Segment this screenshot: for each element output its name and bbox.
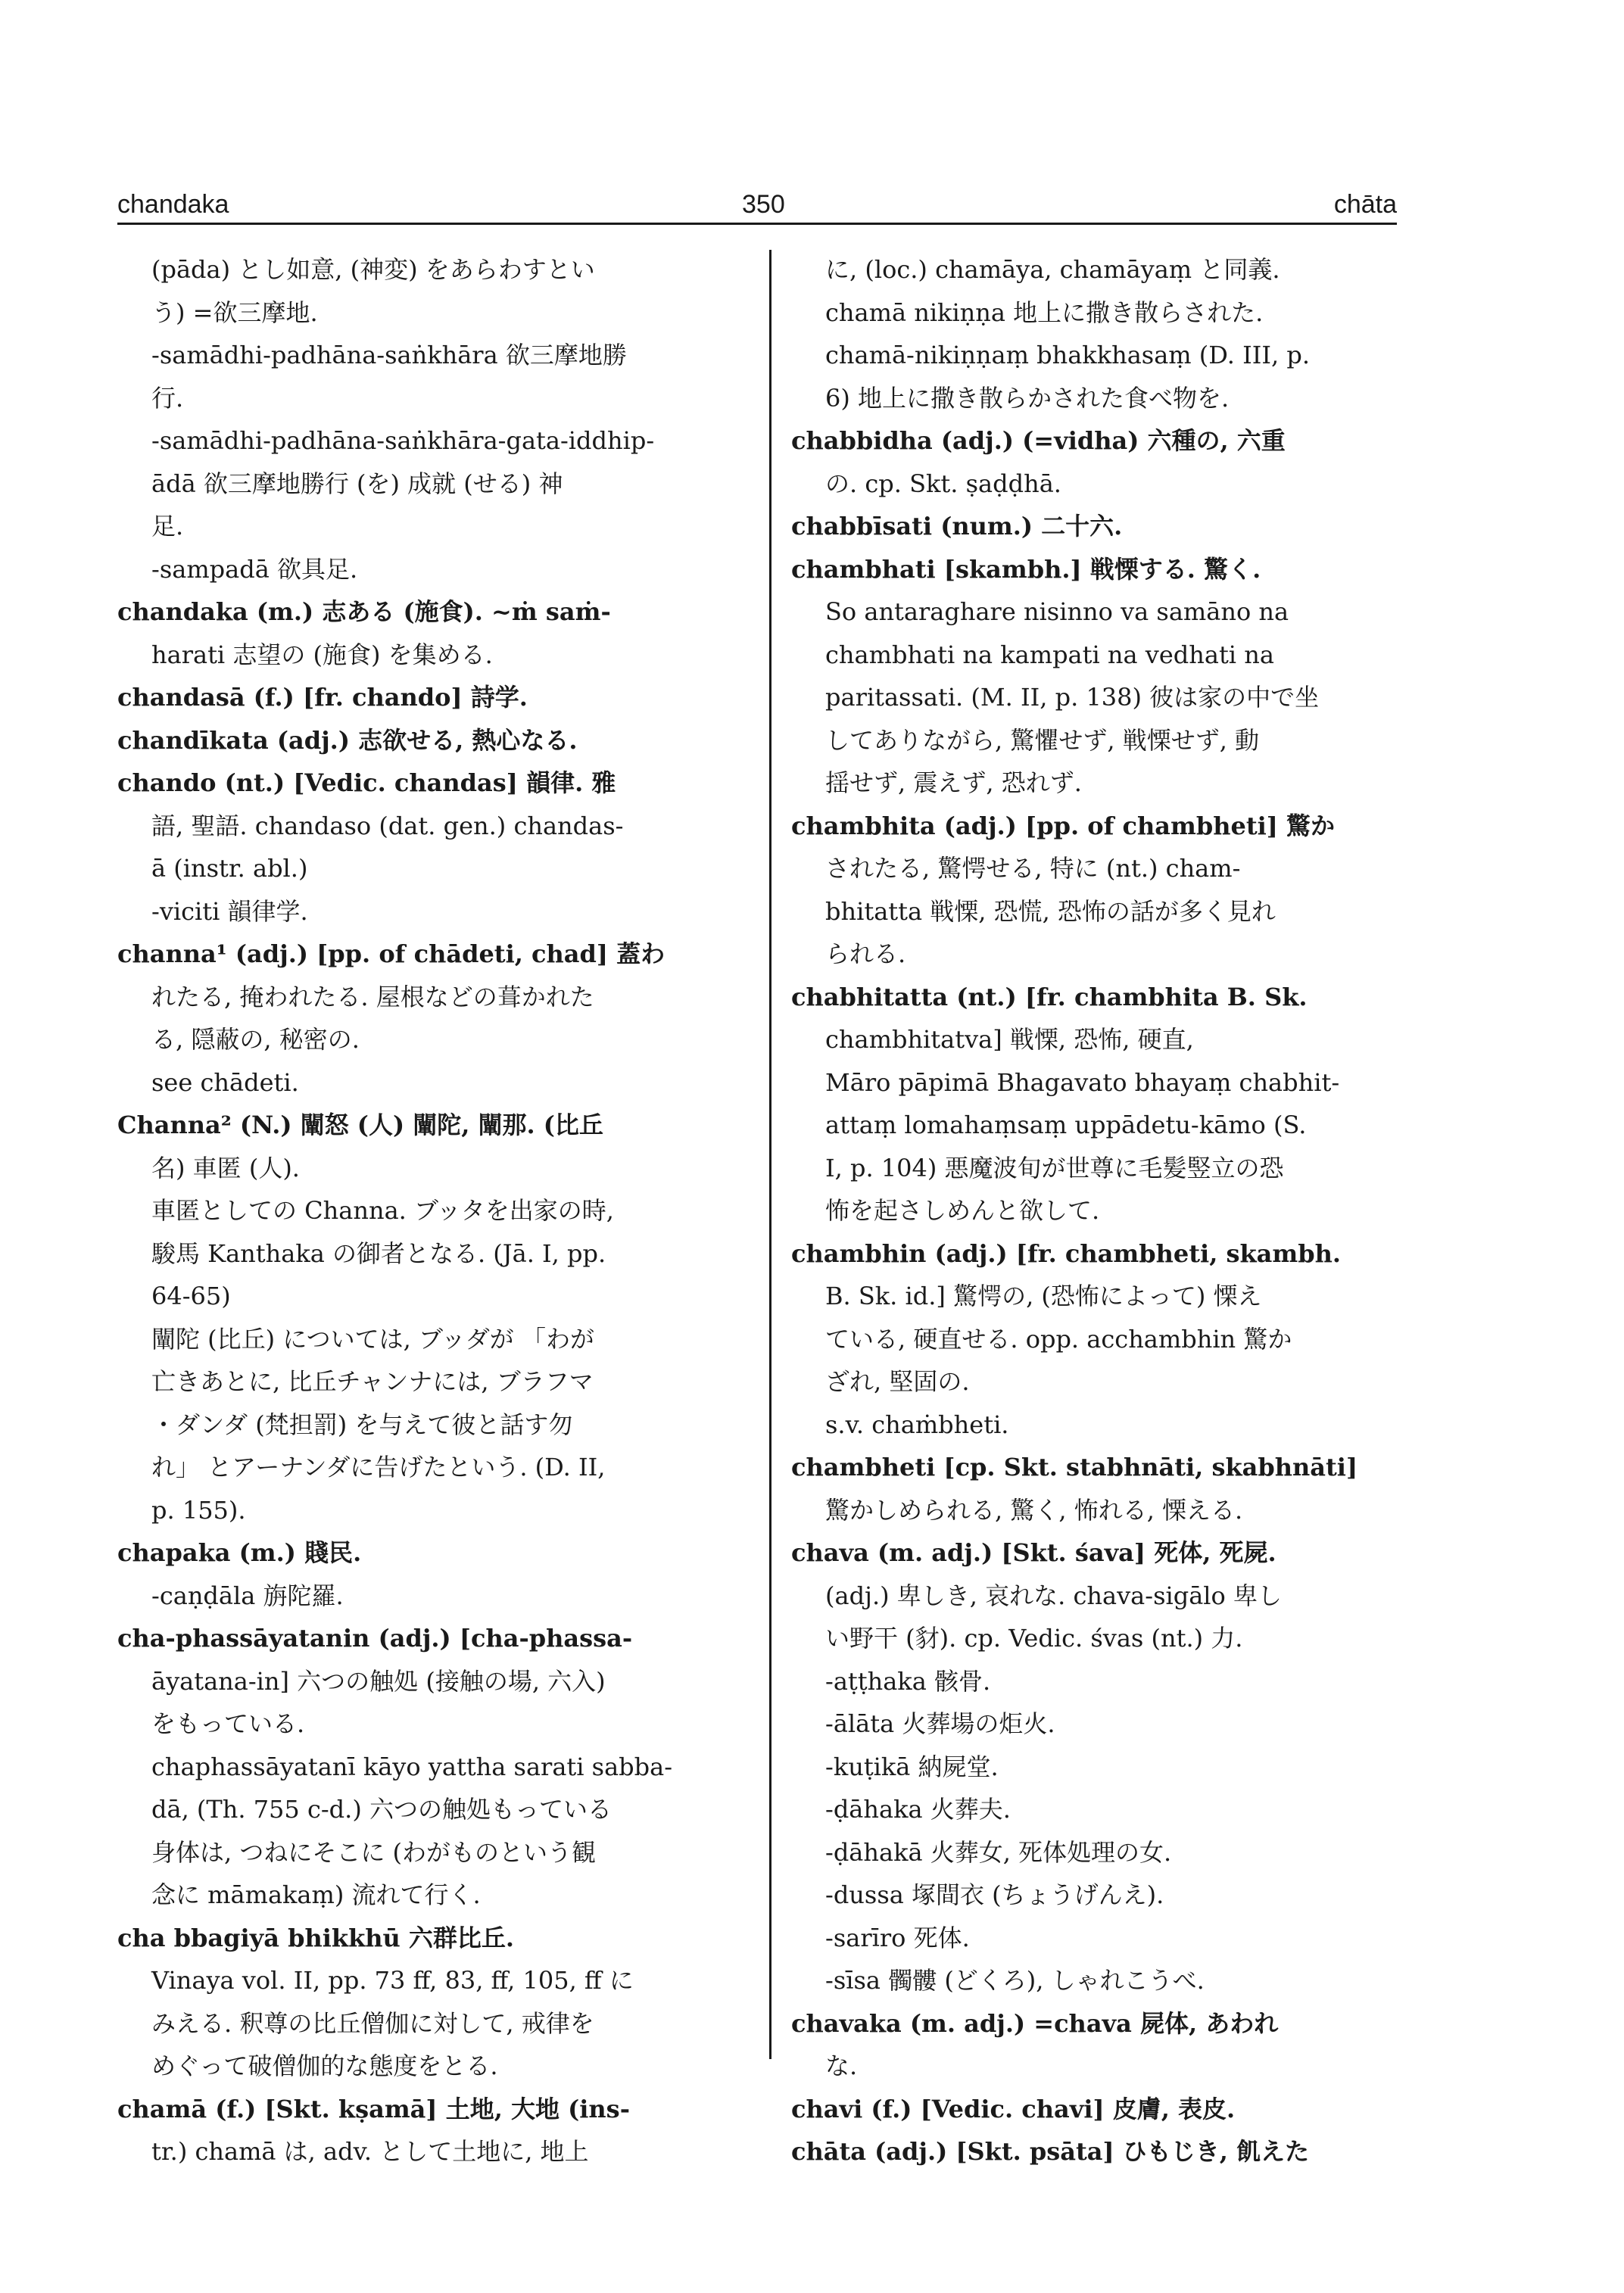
entry-line: 駿馬 Kanthaka の御者となる. (Jā. I, pp.	[151, 1238, 606, 1268]
entry-line: してありながら, 驚懼せず, 戦慄せず, 動	[825, 725, 1260, 755]
entry-line: I, p. 104) 悪魔波旬が世尊に毛髪竪立の恐	[825, 1153, 1284, 1182]
entry-line: な.	[825, 2052, 858, 2080]
entry-line: ā (instr. abl.)	[151, 854, 308, 883]
entry-line: chambhitatva] 戦慄, 恐怖, 硬直,	[825, 1025, 1194, 1054]
entry-line: p. 155).	[151, 1495, 246, 1525]
entry-line: に, (loc.) chamāya, chamāyaṃ と同義.	[825, 255, 1280, 284]
right-column	[791, 248, 1397, 2173]
entry-line: -aṭṭhaka 骸骨.	[825, 1666, 991, 1696]
entry-line: B. Sk. id.] 驚愕の, (恐怖によって) 慄え	[825, 1282, 1262, 1310]
entry-line: -sīsa 髑髏 (どくろ), しゃれこうべ.	[825, 1966, 1205, 1995]
entry-line: attaṃ lomahaṃsaṃ uppādetu-kāmo (S.	[825, 1111, 1307, 1139]
headword-line: chamā (f.) [Skt. kṣamā] 土地, 大地 (ins-	[117, 2094, 630, 2123]
entry-line: 闡陀 (比丘) については, ブッダが 「わが	[151, 1324, 594, 1354]
entry-line: s.v. chaṁbheti.	[825, 1410, 1009, 1439]
entry-line: めぐって破僧伽的な態度をとる.	[151, 2052, 498, 2080]
entry-line: -caṇḍāla 旃陀羅.	[151, 1581, 344, 1610]
entry-line: -ḍāhaka 火葬夫.	[825, 1795, 1011, 1824]
entry-line: 車匿としての Channa. ブッタを出家の時,	[151, 1196, 614, 1225]
entry-line: chamā nikiṇṇa 地上に撒き散らされた.	[825, 298, 1264, 327]
entry-line: -sampadā 欲具足.	[151, 554, 358, 584]
headword-line: cha bbagiyā bhikkhū 六群比丘.	[117, 1923, 515, 1952]
entry-line: う) =欲三摩地.	[151, 298, 318, 327]
entry-line: 行.	[151, 383, 184, 413]
headword-line: chambhati [skambh.] 戦慄する. 驚く.	[791, 554, 1261, 584]
entry-line: 揺せず, 震えず, 恐れず.	[825, 768, 1082, 797]
entry-line: 足.	[151, 512, 184, 541]
headword-line: chando (nt.) [Vedic. chandas] 韻律. 雅	[117, 768, 616, 797]
entry-line: bhitatta 戦慄, 恐慌, 恐怖の話が多く見れ	[825, 896, 1276, 926]
entry-line: をもっている.	[151, 1709, 305, 1738]
entry-line: れたる, 掩われたる. 屋根などの葺かれた	[151, 982, 594, 1011]
entry-line: 念に māmakaṃ) 流れて行く.	[151, 1880, 481, 1909]
headword-line: chabhitatta (nt.) [fr. chambhita B. Sk.	[791, 982, 1308, 1011]
headword-line: cha-phassāyatanin (adj.) [cha-phassa-	[117, 1624, 633, 1653]
entry-line: ている, 硬直せる. opp. acchambhin 驚か	[825, 1324, 1292, 1354]
entry-line: -ḍāhakā 火葬女, 死体処理の女.	[825, 1837, 1172, 1867]
entry-line: -viciti 韻律学.	[151, 896, 308, 926]
entry-line: chambhati na kampati na vedhati na	[825, 640, 1274, 669]
entry-line: 語, 聖語. chandaso (dat. gen.) chandas-	[151, 811, 624, 840]
entry-line: ādā 欲三摩地勝行 (を) 成就 (せる) 神	[151, 469, 563, 498]
entry-line: see chādeti.	[151, 1067, 299, 1097]
entry-line: 身体は, つねにそこに (わがものという観	[151, 1837, 597, 1867]
entry-line: ・ダンダ (梵担罰) を与えて彼と話す勿	[151, 1410, 573, 1439]
entry-line: dā, (Th. 755 c-d.) 六つの触処もっている	[151, 1795, 612, 1824]
entry-line: -samādhi-padhāna-saṅkhāra 欲三摩地勝	[151, 341, 627, 369]
column-divider	[769, 250, 771, 2059]
entry-line: harati 志望の (施食) を集める.	[151, 640, 493, 669]
headword-line: chandaka (m.) 志ある (施食). ~ṁ saṁ-	[117, 597, 611, 626]
entry-line: みえる. 釈尊の比丘僧伽に対して, 戒律を	[151, 2008, 594, 2038]
headword-line: chava (m. adj.) [Skt. śava] 死体, 死屍.	[791, 1538, 1276, 1567]
headword-line: chavaka (m. adj.) =chava 屍体, あわれ	[791, 2008, 1279, 2038]
entry-line: -sarīro 死体.	[825, 1923, 970, 1952]
entry-line: る, 隠蔽の, 秘密の.	[151, 1025, 360, 1054]
header-rule	[117, 223, 1397, 225]
entry-line: tr.) chamā は, adv. として土地に, 地上	[151, 2137, 589, 2166]
headword-line: Channa² (N.) 闡怒 (人) 闡陀, 闡那. (比丘	[117, 1111, 603, 1139]
entry-line: れ」 とアーナンダに告げたという. (D. II,	[151, 1453, 606, 1481]
entry-line: paritassati. (M. II, p. 138) 彼は家の中で坐	[825, 683, 1320, 712]
entry-line: 64-65)	[151, 1282, 231, 1310]
entry-line: 怖を起さしめんと欲して.	[825, 1196, 1100, 1225]
entry-line: られる.	[825, 939, 906, 968]
headword-line: chabbīsati (num.) 二十六.	[791, 512, 1123, 541]
headword-line: chāta (adj.) [Skt. psāta] ひもじき, 飢えた	[791, 2137, 1310, 2166]
headword-line: chambheti [cp. Skt. stabhnāti, skabhnāti]	[791, 1453, 1358, 1481]
headword-line: chandīkata (adj.) 志欲せる, 熱心なる.	[117, 725, 578, 755]
entry-line: (pāda) とし如意, (神変) をあらわすとい	[151, 255, 595, 284]
entry-line: -kuṭikā 納屍堂.	[825, 1752, 999, 1781]
entry-line: ざれ, 堅固の.	[825, 1367, 970, 1396]
entry-line: 亡きあとに, 比丘チャンナには, ブラフマ	[151, 1367, 594, 1396]
entry-line: い野干 (豺). cp. Vedic. śvas (nt.) 力.	[825, 1624, 1243, 1653]
entry-line: 6) 地上に撒き散らかされた食べ物を.	[825, 383, 1230, 413]
entry-line: 驚かしめられる, 驚く, 怖れる, 慄える.	[825, 1495, 1243, 1525]
entry-line: 名) 車匿 (人).	[151, 1153, 300, 1182]
entry-line: Māro pāpimā Bhagavato bhayaṃ chabhit-	[825, 1067, 1340, 1097]
entry-line: Vinaya vol. II, pp. 73 ff, 83, ff, 105, ff に	[151, 1966, 634, 1995]
headword-line: chavi (f.) [Vedic. chavi] 皮膚, 表皮.	[791, 2094, 1236, 2123]
left-column	[117, 248, 750, 2173]
entry-line: āyatana-in] 六つの触処 (接触の場, 六入)	[151, 1666, 606, 1696]
entry-line: So antaraghare nisinno va samāno na	[825, 597, 1289, 626]
entry-line: -dussa 塚間衣 (ちょうげんえ).	[825, 1880, 1164, 1909]
headword-line: chapaka (m.) 賤民.	[117, 1538, 362, 1567]
entry-line: chaphassāyatanī kāyo yattha sarati sabba-	[151, 1752, 673, 1781]
page-number: 350	[742, 190, 785, 219]
entry-line: -samādhi-padhāna-saṅkhāra-gata-iddhip-	[151, 426, 655, 455]
headword-line: chandasā (f.) [fr. chando] 詩学.	[117, 683, 528, 712]
headword-line: chabbidha (adj.) (=vidha) 六種の, 六重	[791, 426, 1286, 455]
headword-line: chambhin (adj.) [fr. chambheti, skambh.	[791, 1238, 1342, 1268]
entry-line: chamā-nikiṇṇaṃ bhakkhasaṃ (D. III, p.	[825, 341, 1311, 369]
entry-line: されたる, 驚愕せる, 特に (nt.) cham-	[825, 854, 1241, 883]
headword-line: channa¹ (adj.) [pp. of chādeti, chad] 蓋わ	[117, 939, 665, 968]
entry-line: (adj.) 卑しき, 哀れな. chava-sigālo 卑し	[825, 1581, 1282, 1610]
running-head-right: chāta	[1333, 190, 1397, 219]
headword-line: chambhita (adj.) [pp. of chambheti] 驚か	[791, 811, 1336, 840]
running-head-left: chandaka	[117, 190, 229, 219]
entry-line: -ālāta 火葬場の炬火.	[825, 1709, 1055, 1738]
entry-line: の. cp. Skt. ṣaḍḍhā.	[825, 469, 1061, 498]
